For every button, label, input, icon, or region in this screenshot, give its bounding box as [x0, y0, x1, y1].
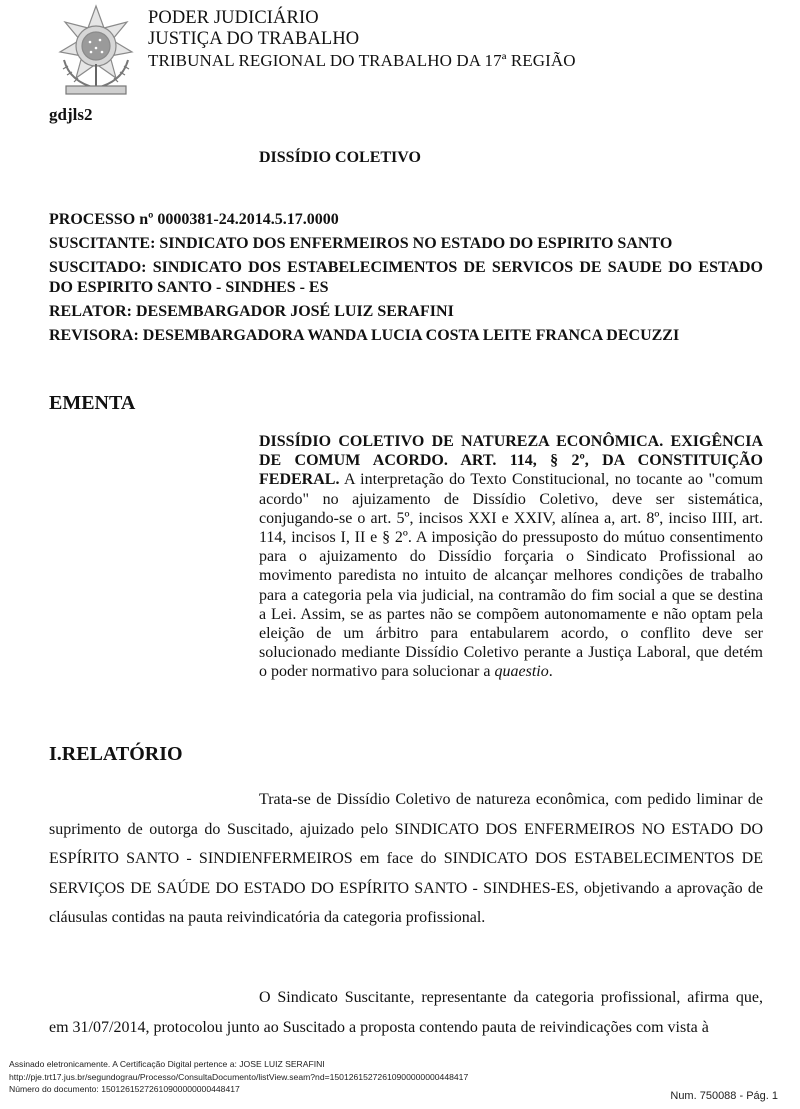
relator-line: RELATOR: DESEMBARGADOR JOSÉ LUIZ SERAFINI [49, 303, 454, 320]
ementa-bold-lead: DISSÍDIO COLETIVO DE NATUREZA ECONÔMICA. EXIGÊNCIA DE COMUM ACORDO. ART. 114, § 2º, DA CONSTITUIÇÃO FEDERAL. [259, 433, 763, 489]
case-metadata [49, 210, 763, 350]
court-header [148, 8, 576, 71]
document-number: Número do documento: 15012615272610900000000448417 [9, 1084, 240, 1094]
ementa-italic-term: quaestio [494, 663, 549, 681]
revisora-line: REVISORA: DESEMBARGADORA WANDA LUCIA COSTA LEITE FRANCA DECUZZI [49, 327, 680, 344]
ementa-text: A interpretação do Texto Constitucional, no tocante ao "comum acordo" no ajuizamento de Dissídio Coletivo, deve ser sistemática, conjugando-se o art. 5º, incisos XXI e XXIV, alínea a, art. 8º, inciso IIII, art. 114, incisos I, II e § 2º. A imposição do pressuposto do mútuo consentimento para o ajuizamento do Dissídio forçaria o Sindicato Profissional ao movimento paredista no intuito de alcançar melhores condições de trabalho para a categoria pela via judicial, na contramão do fim social a que se destina a Lei. Assim, se as partes não se compõem autonomamente e não optam pela eleição de um árbitro para entabularem acordo, o conflito deve ser solucionado mediante Dissídio Coletivo perante a Justiça Laboral, que detém o poder normativo para solucionar a [259, 471, 763, 681]
document-url[interactable]: http://pje.trt17.jus.br/segundograu/Processo/ConsultaDocumento/listView.seam?nd=15012615272610900000000448417 [9, 1071, 469, 1082]
header-line-2: JUSTIÇA DO TRABALHO [148, 29, 360, 49]
relatorio-p2-text: O Sindicato Suscitante, representante da categoria profissional, afirma que, em 31/07/2014, protocolou junto ao Suscitado a proposta contendo pauta de reivindicações com vista à [49, 989, 763, 1036]
relatorio-heading: I.RELATÓRIO [49, 743, 183, 765]
header-line-3: TRIBUNAL REGIONAL DO TRABALHO DA 17ª REGIÃO [148, 51, 576, 70]
header-line-1: PODER JUDICIÁRIO [148, 8, 319, 28]
doc-code: gdjls2 [49, 105, 93, 124]
relatorio-paragraph-2 [49, 983, 763, 1042]
ementa-body [259, 432, 763, 682]
signature-line: Assinado eletronicamente. A Certificação Digital pertence a: JOSE LUIZ SERAFINI [9, 1059, 325, 1069]
relatorio-p1-text: Trata-se de Dissídio Coletivo de natureza econômica, com pedido liminar de suprimento de outorga do Suscitado, ajuizado pelo SINDICATO DOS ENFERMEIROS NO ESTADO DO ESPÍRITO SANTO - SINDIENFERMEIROS em face do SINDICATO DOS ESTABELECIMENTOS DE SERVIÇOS DE SAÚDE DO ESTADO DO ESPÍRITO SANTO - SINDHES-ES, objetivando a aprovação de cláusulas contidas na pauta reivindicatória da categoria profissional. [49, 791, 763, 926]
brazil-coat-of-arms-icon [50, 2, 142, 98]
signature-footer [9, 1058, 468, 1096]
doc-type-title: DISSÍDIO COLETIVO [259, 149, 421, 166]
page-number: Num. 750088 - Pág. 1 [670, 1090, 778, 1102]
suscitado-line: SUSCITADO: SINDICATO DOS ESTABELECIMENTOS DE SERVICOS DE SAUDE DO ESTADO DO ESPIRITO SANTO - SINDHES - ES [49, 259, 763, 296]
processo-line: PROCESSO nº 0000381-24.2014.5.17.0000 [49, 211, 339, 228]
ementa-end: . [548, 663, 553, 681]
ementa-heading: EMENTA [49, 392, 136, 414]
suscitante-line: SUSCITANTE: SINDICATO DOS ENFERMEIROS NO ESTADO DO ESPIRITO SANTO [49, 235, 673, 252]
relatorio-paragraph-1 [49, 785, 763, 933]
